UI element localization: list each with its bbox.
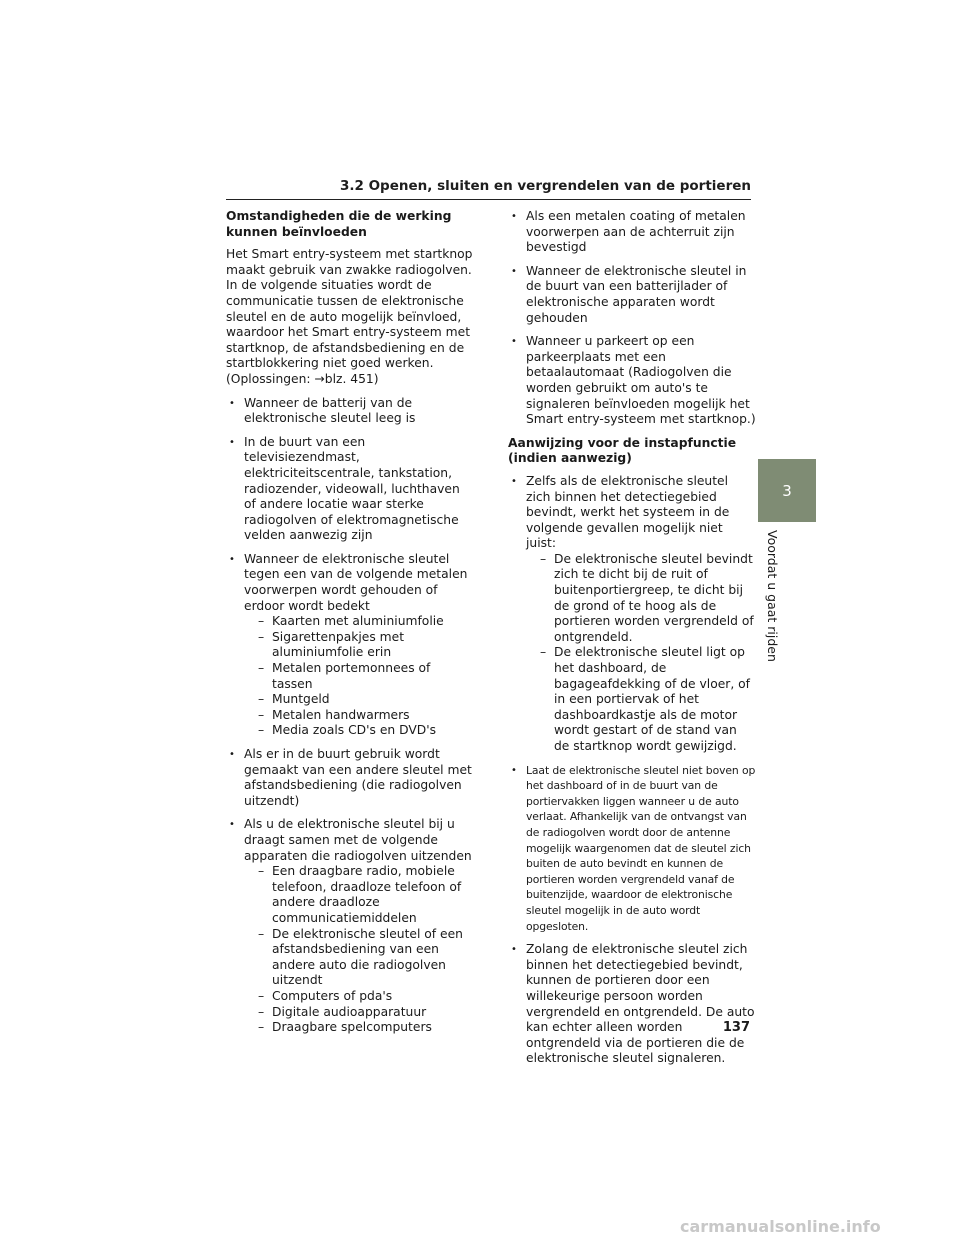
- sub-list-item: – De elektronische sleutel bevindt zich te dicht bij de ruit of buitenportiergreep, te dicht bij de grond of te hoog als de portieren worden vergrendeld of ontgrendeld.: [526, 552, 756, 646]
- conditions-list-continued: [508, 209, 756, 428]
- chapter-tab: [758, 459, 816, 522]
- list-item-text: Zelfs als de elektronische sleutel zich binnen het detectiegebied bevindt, werkt het systeem in de volgende gevallen mogelijk niet juist:: [526, 473, 730, 551]
- list-item-text: Wanneer de batterij van de elektronische sleutel leeg is: [244, 395, 416, 426]
- list-item: [226, 552, 474, 739]
- list-item: [226, 817, 474, 1035]
- chapter-title-vertical: Voordat u gaat rijden: [765, 530, 780, 662]
- conditions-list: [226, 396, 474, 1036]
- sub-list-item: – De elektronische sleutel of een afstandsbediening van een andere auto die radiogolven uitzendt: [244, 927, 474, 989]
- list-item-small: • Laat de elektronische sleutel niet boven op het dashboard of in de buurt van de portiervakken liggen wanneer u de auto verlaat. Afhankelijk van de ontvangst van de radiogolven wordt door de antenne mogelijk waargenomen dat de sleutel zich buiten de auto bevindt en kunnen de portieren worden vergrendeld vanaf de buitenzijde, waardoor de elektronische sleutel mogelijk in de auto wordt opgesloten.: [508, 763, 756, 935]
- heading-conditions: Omstandigheden die de werking kunnen beïnvloeden: [226, 209, 452, 239]
- right-column: [508, 209, 756, 1075]
- list-item-text: Als er in de buurt gebruik wordt gemaakt van een andere sleutel met afstandsbediening (die radiogolven uitzendt): [244, 747, 472, 808]
- list-item-text: In de buurt van een televisiezendmast, elektriciteitscentrale, tankstation, radiozender, videowall, luchthaven of andere locatie waar sterke radiogolven of elektromagnetische velden aanwezig zijn: [244, 434, 460, 543]
- list-item: • Wanneer de elektronische sleutel in de buurt van een batterijlader of elektronische apparaten wordt gehouden: [508, 264, 756, 326]
- sub-list-item: – Metalen handwarmers: [244, 708, 474, 724]
- sub-list-item: – Sigarettenpakjes met aluminiumfolie erin: [244, 630, 474, 661]
- sub-list-item: – Draagbare spelcomputers: [244, 1020, 474, 1036]
- list-item: [226, 435, 474, 544]
- list-item: • Als een metalen coating of metalen voorwerpen aan de achterruit zijn bevestigd: [508, 209, 756, 256]
- sub-list-item: – Muntgeld: [244, 692, 474, 708]
- list-item: [508, 474, 756, 755]
- list-item-text: Wanneer de elektronische sleutel tegen een van de volgende metalen voorwerpen wordt gehouden of erdoor wordt bedekt: [244, 551, 468, 613]
- sub-list: [244, 864, 474, 1036]
- intro-paragraph: Het Smart entry-systeem met startknop maakt gebruik van zwakke radiogolven. In de volgende situaties wordt de communicatie tussen de elektronische sleutel en de auto mogelijk beïnvloed, waardoor het Smart entry-systeem met startknop, de afstandsbediening en de startblokkering niet goed werken. (Oplossingen: →blz. 451): [226, 247, 473, 386]
- list-item: [226, 396, 474, 427]
- page-number: 137: [722, 1020, 750, 1035]
- heading-entry-function: Aanwijzing voor de instapfunctie (indien aanwezig): [508, 435, 737, 466]
- sub-list-item: – Digitale audioapparatuur: [244, 1005, 474, 1021]
- sub-list-item: – Metalen portemonnees of tassen: [244, 661, 474, 692]
- sub-list-item: – Kaarten met aluminiumfolie: [244, 614, 474, 630]
- sub-list: [526, 552, 756, 755]
- list-item-text: Als u de elektronische sleutel bij u draagt samen met de volgende apparaten die radiogolven uitzenden: [244, 817, 472, 863]
- entry-notes-list: [508, 474, 756, 1067]
- list-item: • Wanneer u parkeert op een parkeerplaats met een betaalautomaat (Radiogolven die worden gebruikt om auto's te signaleren beïnvloeden mogelijk het Smart entry-systeem met startknop.): [508, 334, 756, 428]
- section-header: 3.2 Openen, sluiten en vergrendelen van de portieren: [226, 178, 751, 200]
- sub-list-item: – Computers of pda's: [244, 989, 474, 1005]
- sub-list-item: – Media zoals CD's en DVD's: [244, 723, 474, 739]
- sub-list-item: – De elektronische sleutel ligt op het dashboard, de bagageafdekking of de vloer, of in een portiervak of het dashboardkastje als de motor wordt gestart of de stand van de startknop wordt gewijzigd.: [526, 645, 756, 754]
- sub-list-item: – Een draagbare radio, mobiele telefoon, draadloze telefoon of andere draadloze communicatiemiddelen: [244, 864, 474, 926]
- watermark: carmanualsonline.info: [680, 1217, 881, 1236]
- sub-list: [244, 614, 474, 739]
- list-item: • Zolang de elektronische sleutel zich binnen het detectiegebied bevindt, kunnen de portieren door een willekeurige persoon worden vergrendeld en ontgrendeld. De auto kan echter alleen worden ontgrendeld via de portieren die de elektronische sleutel signaleren.: [508, 942, 756, 1067]
- left-column: [226, 209, 474, 1044]
- list-item: [226, 747, 474, 809]
- chapter-number: 3: [782, 481, 792, 500]
